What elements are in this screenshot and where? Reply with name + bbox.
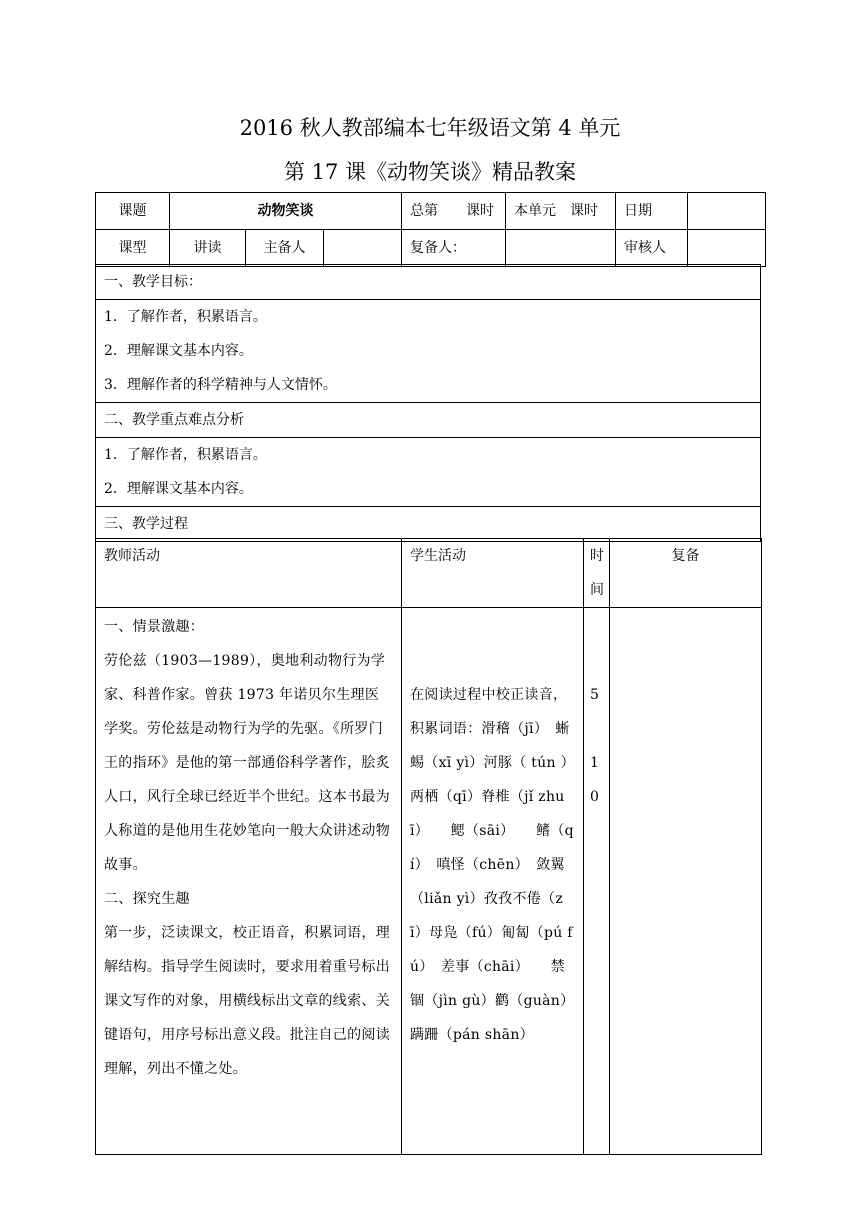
col-student-activity: 学生活动 xyxy=(402,539,584,608)
teacher-activity-cell xyxy=(96,608,402,1155)
col-teacher-activity: 教师活动 xyxy=(96,539,402,608)
section-process-title: 三、教学过程 xyxy=(96,507,761,542)
time-value-2: 1 xyxy=(590,755,600,771)
time-value-3: 0 xyxy=(590,789,600,805)
objective-item: 2．理解课文基本内容。 xyxy=(104,343,253,359)
objectives-list xyxy=(96,300,761,403)
doc-subtitle: 第 17 课《动物笑谈》精品教案 xyxy=(283,160,577,184)
unit-lessons-label: 本单元 课时 xyxy=(506,193,616,230)
teacher-paragraph-2: 第一步，泛读课文，校正语音，积累词语，理解结构。指导学生阅读时，要求用着重号标出课文写作的对象，用横线标出文章的线索、关键语句，用序号标出意义段。批注自己的阅读理解，列出不懂之处。 xyxy=(104,925,390,1077)
col-time xyxy=(584,539,610,608)
time-cell xyxy=(584,608,610,1155)
section-objectives-title: 一、教学目标： xyxy=(96,265,761,300)
objectives-table xyxy=(95,264,761,542)
col-review: 复备 xyxy=(610,539,762,608)
student-paragraph: 在阅读过程中校正读音，积累词语：滑稽（jī） 蜥蜴（xī yì）河豚（ tún ） 两栖（qī）脊椎（jǐ zhuī） 鳃（sāi） 鳍（qí） 嗔怪（chēn） 敛翼（liǎn yì）孜孜不倦（zī）母凫（fú）匍匐（pú fú） 差事（chāi） 禁锢（jìn gù）鹳（guàn） 蹒跚（pán shān） xyxy=(410,687,597,1043)
type-value: 讲读 xyxy=(170,230,246,267)
keypoint-item: 1．了解作者，积累语言。 xyxy=(104,447,267,463)
review-cell[interactable] xyxy=(610,608,762,1155)
reviewer-value[interactable] xyxy=(688,230,766,267)
header-table xyxy=(95,192,766,267)
teacher-paragraph-1: 劳伦兹（1903—1989），奥地利动物行为学家、科普作家。曾获 1973 年诺贝尔生理医学奖。劳伦兹是动物行为学的先驱。《所罗门王的指环》是他的第一部通俗科学著作，脍炙人口，风行全球已经近半个世纪。这本书最为人称道的是他用生花妙笔向一般大众讲述动物故事。 xyxy=(104,653,390,873)
co-preparer-label: 复备人： xyxy=(402,230,506,267)
doc-title: 2016 秋人教部编本七年级语文第 4 单元 xyxy=(239,116,621,140)
section-keypoints-title: 二、教学重点难点分析 xyxy=(96,403,761,438)
student-activity-cell xyxy=(402,608,597,1155)
col-time-char1: 时 xyxy=(590,548,604,564)
topic-value: 动物笑谈 xyxy=(170,193,402,230)
topic-label: 课题 xyxy=(96,193,170,230)
teacher-heading-2: 二、探究生趣 xyxy=(104,891,190,907)
keypoint-item: 2．理解课文基本内容。 xyxy=(104,481,253,497)
date-label: 日期 xyxy=(616,193,688,230)
time-value-1: 5 xyxy=(590,687,600,703)
reviewer-label: 审核人 xyxy=(616,230,688,267)
objective-item: 1．了解作者，积累语言。 xyxy=(104,309,267,325)
teacher-heading-1: 一、情景激趣： xyxy=(104,619,205,635)
col-time-char2: 间 xyxy=(590,582,604,598)
type-label: 课型 xyxy=(96,230,170,267)
lead-preparer-label: 主备人 xyxy=(246,230,324,267)
process-table xyxy=(95,538,762,1155)
time-spacer xyxy=(590,712,609,746)
co-preparer-value[interactable] xyxy=(506,230,616,267)
total-lessons-label: 总第 课时 xyxy=(402,193,506,230)
lead-preparer-value[interactable] xyxy=(324,230,402,267)
date-value[interactable] xyxy=(688,193,766,230)
objective-item: 3．理解作者的科学精神与人文情怀。 xyxy=(104,377,337,393)
keypoints-list xyxy=(96,438,761,507)
